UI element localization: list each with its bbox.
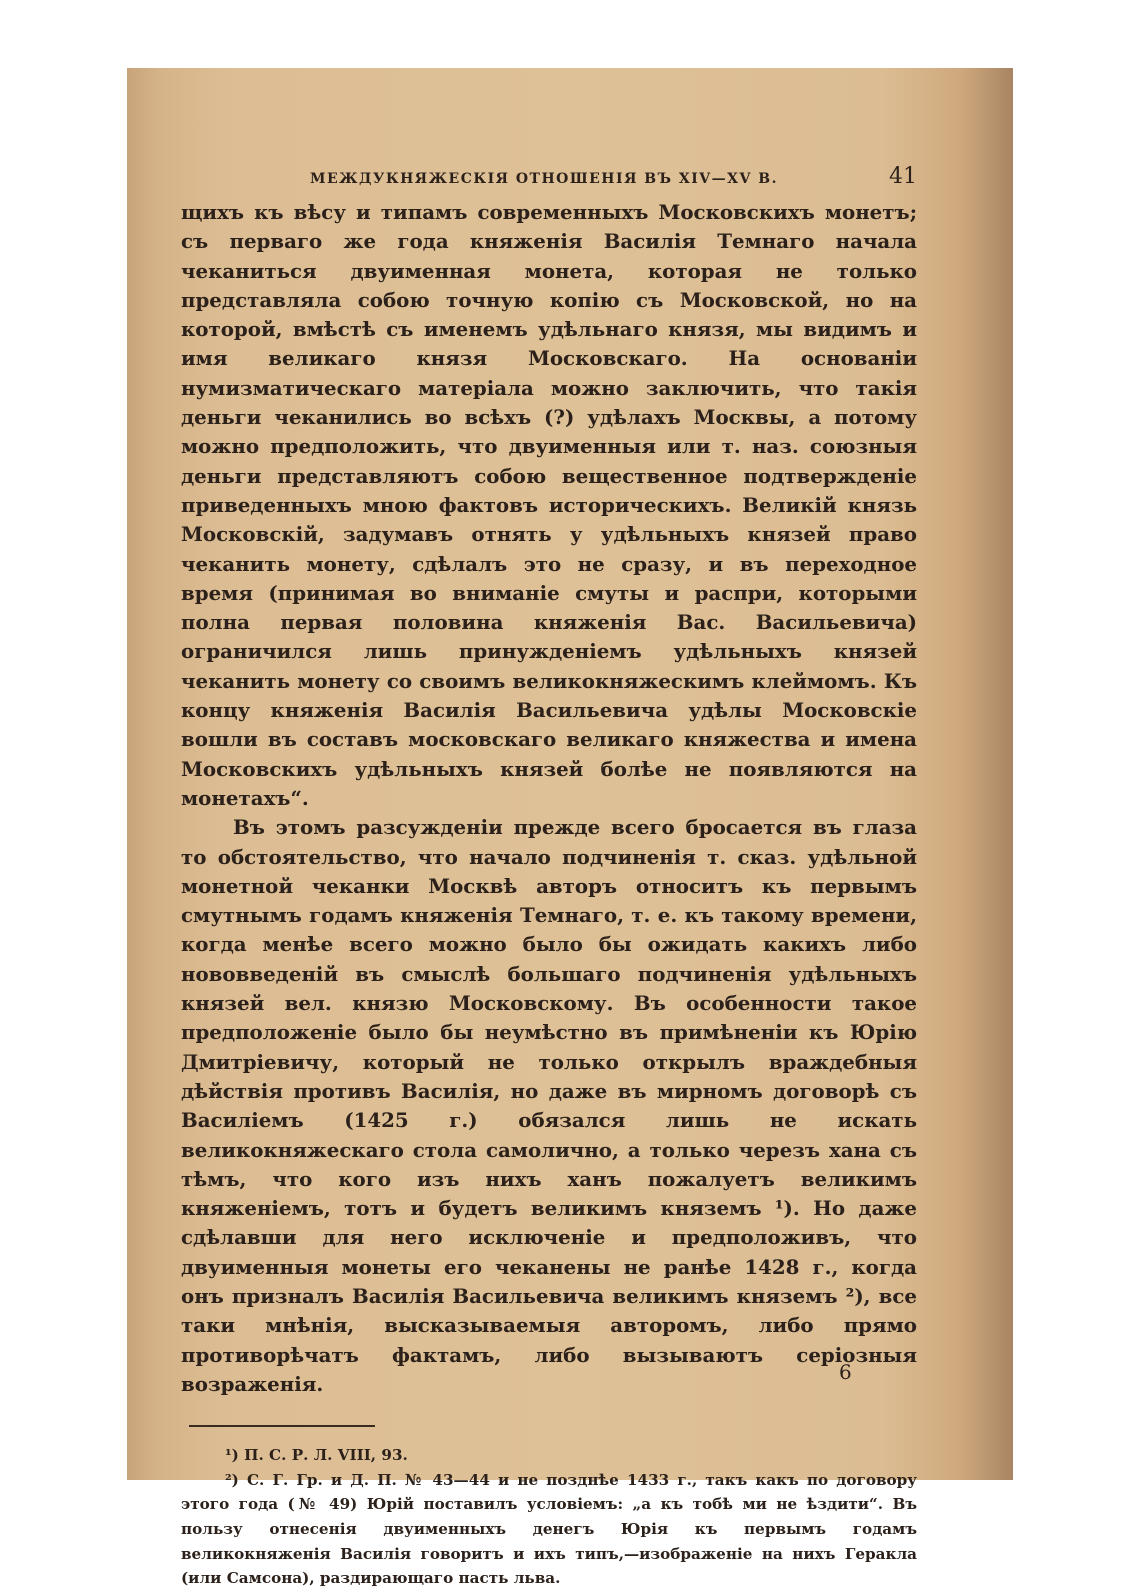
page-content bbox=[181, 164, 917, 1591]
footnote-rule bbox=[189, 1425, 375, 1427]
page-number: 41 bbox=[889, 164, 917, 189]
signature-mark: 6 bbox=[839, 1360, 852, 1384]
running-head bbox=[181, 164, 917, 198]
footnote-2: ²) С. Г. Гр. и Д. П. № 43—44 и не позднѣе 1433 г., такъ какъ по договору этого года (№ 49) Юрій поставилъ условіемъ: „а къ тобѣ ми не ѣздити“. Въ пользу отнесенія двуименныхъ денегъ Юрія къ первымъ годамъ великокняженія Василія говоритъ и ихъ типъ,—изображеніе на нихъ Геракла (или Самсона), раздирающаго пасть льва. bbox=[181, 1470, 917, 1588]
book-page bbox=[127, 68, 1013, 1588]
body-text bbox=[181, 198, 917, 1399]
paragraph-continuation: щихъ къ вѣсу и типамъ современныхъ Московскихъ монетъ; съ перваго же года княженія Василія Темнаго начала чеканиться двуименная монета, которая не только представляла собою точную копію съ Московской, но на которой, вмѣстѣ съ именемъ удѣльнаго князя, мы видимъ и имя великаго князя Московскаго. На основаніи нумизматическаго матеріала можно заключить, что такія деньги чеканились во всѣхъ (?) удѣлахъ Москвы, а потому можно предположить, что двуименныя или т. наз. союзныя деньги представляютъ собою вещественное подтвержденіе приведенныхъ мною фактовъ историческихъ. Великій князь Московскій, задумавъ отнять у удѣльныхъ князей право чеканить монету, сдѣлалъ это не сразу, и въ переходное время (принимая во вниманіе смуты и распри, которыми полна первая половина княженія Вас. Васильевича) ограничился лишь принужденіемъ удѣльныхъ князей чеканить монету со своимъ великокняжескимъ клеймомъ. Къ концу княженія Василія Васильевича удѣлы Московскіе вошли въ составъ московскаго великаго княжества и имена Московскихъ удѣльныхъ князей болѣе не появляются на монетахъ“. bbox=[181, 200, 917, 810]
running-head-title: МЕЖДУКНЯЖЕСКІЯ ОТНОШЕНІЯ ВЪ XIV—XV В. bbox=[310, 171, 778, 187]
footnotes bbox=[181, 1443, 917, 1591]
footnote-1: ¹) П. С. Р. Л. VIII, 93. bbox=[225, 1446, 408, 1465]
paragraph: Въ этомъ разсужденіи прежде всего бросается въ глаза то обстоятельство, что начало подчиненія т. сказ. удѣльной монетной чеканки Москвѣ авторъ относитъ къ первымъ смутнымъ годамъ княженія Темнаго, т. е. къ такому времени, когда менѣе всего можно было бы ожидать какихъ либо нововведеній въ смыслѣ большаго подчиненія удѣльныхъ князей вел. князю Московскому. Въ особенности такое предположеніе было бы неумѣстно въ примѣненіи къ Юрію Дмитріевичу, который не только открылъ враждебныя дѣйствія противъ Василія, но даже въ мирномъ договорѣ съ Василіемъ (1425 г.) обязался лишь не искать великокняжескаго стола самолично, а только черезъ хана съ тѣмъ, что кого изъ нихъ ханъ пожалуетъ великимъ княженіемъ, тотъ и будетъ великимъ княземъ ¹). Но даже сдѣлавши для него исключеніе и предположивъ, что двуименныя монеты его чеканены не ранѣе 1428 г., когда онъ призналъ Василія Васильевича великимъ княземъ ²), все таки мнѣнія, высказываемыя авторомъ, либо прямо противорѣчатъ фактамъ, либо вызываютъ серіозныя возраженія. bbox=[181, 815, 917, 1396]
